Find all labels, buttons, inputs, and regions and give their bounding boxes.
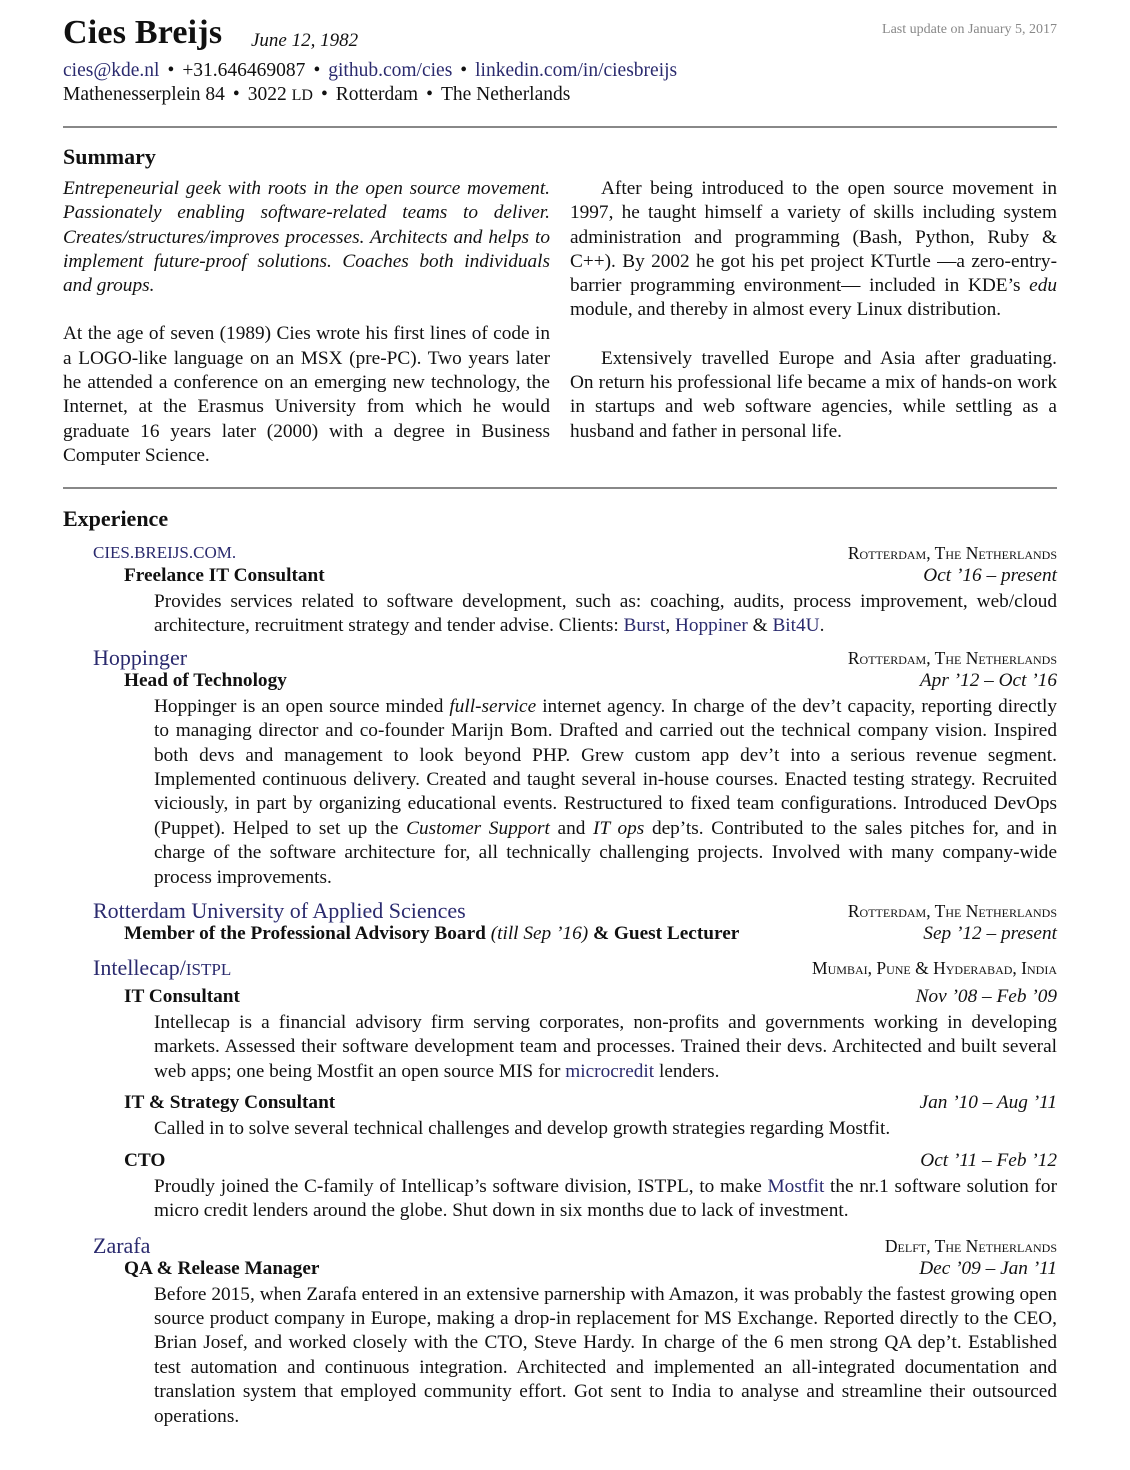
org-link[interactable]: Rotterdam University of Applied Sciences <box>93 898 466 924</box>
desc-emphasis: full-service <box>449 695 537 717</box>
summary-travel: Extensively travelled Europe and Asia after graduating. On return his professional life became a mix of hands-on work in startups and web software agencies, while settling as a husband and father in personal life. <box>570 347 1057 442</box>
role-dates: Dec ’09 – Jan ’11 <box>919 1257 1057 1279</box>
org-link[interactable]: Zarafa <box>93 1232 151 1258</box>
desc-text: . <box>819 615 825 637</box>
role-description: Before 2015, when Zarafa entered in an extensive parnership with Amazon, it was probably the fastest growing open source product company in Europe, making a drop-in replacement for MS Exchange. Reported directly to the CEO, Brian Josef, and worked closely with the CTO, Steve Hardy. In charge of the 6 men strong QA dep’t. Established test automation and continuous integration. Architected and implemented an all-integrated documentation and translation system that employed community effort. Got sent to India to analyse and streamline their outsourced operations. <box>154 1283 1057 1427</box>
role-title: Freelance IT Consultant <box>124 565 325 586</box>
experience-entry <box>63 955 1057 1223</box>
role-title-note: (till Sep ’16) <box>490 923 589 945</box>
summary-title: Summary <box>63 144 156 169</box>
role-description <box>154 695 1057 890</box>
github-link[interactable]: github.com/cies <box>328 60 453 81</box>
desc-text: , <box>665 615 675 637</box>
bullet-separator: • <box>232 84 240 105</box>
role-dates: Sep ’12 – present <box>923 923 1057 945</box>
desc-text: internet agency. In charge of the dev’t capacity, reporting directly to managing director and co-founder Marijn Bom. Drafted and carried out the technical company vision. Inspired both devs and management to look beyond PHP. Grew custom app dev’t into a serious revenue segment. Implemented continuous delivery. Created and taught several in-house courses. Enacted testing strategy. Recruited viciously, in part by organizing educational events. Restructured to fixed team configurations. Introduced DevOps (Puppet). Helped to set up the <box>154 695 1057 839</box>
contact-line <box>63 60 677 82</box>
summary-text: module, and thereby in almost every Linux distribution. <box>570 299 1002 321</box>
experience-entry <box>63 1233 1057 1429</box>
desc-text: lenders. <box>654 1060 720 1082</box>
street: Mathenesserplein 84 <box>63 84 225 105</box>
microcredit-link[interactable]: microcredit <box>565 1060 655 1082</box>
summary-tagline: Entrepeneurial geek with roots in the open source movement. Passionately enabling software-related teams to deliver. Creates/structures/improves processes. Architects and helps to implement future-proof solutions. Coaches both individuals and groups. <box>63 178 550 297</box>
org-link[interactable]: CIES.BREIJS.COM. <box>93 543 237 562</box>
org-sub-name: ISTPL <box>185 960 232 980</box>
summary-divider <box>63 487 1057 489</box>
org-location: Rotterdam, The Netherlands <box>847 543 1057 563</box>
role-dates: Jan ’10 – Aug ’11 <box>919 1092 1057 1114</box>
desc-text: Proudly joined the C-family of Intellicap’s software division, ISTPL, to make <box>154 1175 768 1197</box>
resume-page <box>63 0 1058 1427</box>
desc-text: the nr.1 software solution for micro credit lenders around the globe. Shut down in six months due to lack of investment. <box>154 1175 1057 1222</box>
role-description <box>154 1011 1057 1084</box>
org-location: Mumbai, Pune & Hyderabad, India <box>812 958 1057 979</box>
summary-emphasis: edu <box>1029 275 1057 297</box>
postcode-number: 3022 <box>247 84 287 105</box>
resume-header <box>63 0 1057 128</box>
experience-entry <box>63 645 1057 890</box>
experience-entry <box>63 898 1057 948</box>
desc-text: dep’ts. Contributed to the sales pitches for, and in charge of the software architecture for, all technically challenging projects. Involved with many company-wide process improvements. <box>154 817 1058 888</box>
experience-title: Experience <box>63 506 169 531</box>
country: The Netherlands <box>440 84 571 105</box>
summary-text: After being introduced to the open source movement in 1997, he taught himself a variety of skills including system administration and programming (Bash, Python, Ruby & C++). By 2002 he got his pet project KTurtle —a zero-entry-barrier programming environment— included in KDE’s <box>570 178 1057 297</box>
role-description: Called in to solve several technical challenges and develop growth strategies regarding Mostfit. <box>154 1118 891 1140</box>
org-location: Rotterdam, The Netherlands <box>847 901 1057 922</box>
summary-history: At the age of seven (1989) Cies wrote his first lines of code in a LOGO-like language on an MSX (pre-PC). Two years later he attended a conference on an emerging new technology, the Internet, at the Erasmus University from which he would graduate 16 years later (2000) with a degree in Business Computer Science. <box>63 323 550 466</box>
org-link[interactable]: Hoppinger <box>93 644 188 670</box>
role-dates: Oct ’11 – Feb ’12 <box>920 1149 1057 1171</box>
client-link-hoppiner[interactable]: Hoppiner <box>674 615 748 637</box>
role-dates: Nov ’08 – Feb ’09 <box>915 986 1057 1008</box>
desc-text: and <box>549 817 594 839</box>
role-dates: Apr ’12 – Oct ’16 <box>919 669 1057 691</box>
bullet-separator: • <box>426 84 433 105</box>
role-description <box>154 1175 1057 1224</box>
header-divider <box>63 126 1057 128</box>
role-dates: Oct ’16 – present <box>923 565 1057 586</box>
role-title: IT & Strategy Consultant <box>124 1092 336 1114</box>
desc-emphasis: IT ops <box>593 817 645 839</box>
desc-text: Hoppinger is an open source minded <box>154 695 450 717</box>
birth-date: June 12, 1982 <box>251 30 359 51</box>
client-link-bit4u[interactable]: Bit4U <box>772 615 820 637</box>
experience-entry <box>63 540 1057 639</box>
mostfit-link[interactable]: Mostfit <box>767 1175 825 1197</box>
desc-text: Provides services related to software development, such as: coaching, audits, process improvement, web/cloud architecture, recruitment strategy and tender advise. Clients: <box>154 591 1057 637</box>
last-update: Last update on January 5, 2017 <box>882 22 1057 37</box>
role-title: CTO <box>124 1149 166 1171</box>
experience-list <box>63 540 1057 1429</box>
org-location: Delft, The Netherlands <box>884 1235 1057 1256</box>
summary-left-column <box>63 177 550 468</box>
org-name: Intellecap <box>93 955 180 981</box>
role-title: IT Consultant <box>124 986 240 1008</box>
bullet-separator: • <box>460 60 468 81</box>
postcode-letters: LD <box>291 87 313 104</box>
role-title-part: Member of the Professional Advisory Board <box>124 923 486 945</box>
email-link[interactable]: cies@kde.nl <box>63 60 160 81</box>
desc-text: Intellecap is a financial advisory firm serving corporates, non-profits and governments working in developing markets. Assessed their software development team and processes. Trained their devs. Architected and built several web apps; one being Mostfit an open source MIS for <box>154 1012 1057 1082</box>
bullet-separator: • <box>313 60 321 81</box>
summary-open-source <box>570 177 1057 323</box>
summary-right-column <box>570 177 1057 444</box>
person-name: Cies Breijs <box>63 14 223 51</box>
role-title: Head of Technology <box>124 669 287 691</box>
org-location: Rotterdam, The Netherlands <box>847 647 1057 668</box>
desc-emphasis: Customer Support <box>406 817 550 839</box>
org-separator: / <box>179 955 186 981</box>
desc-text: & <box>747 615 773 637</box>
bullet-separator: • <box>167 60 175 81</box>
bullet-separator: • <box>320 84 328 105</box>
linkedin-link[interactable]: linkedin.com/in/ciesbreijs <box>475 60 678 81</box>
phone-number: +31.646469087 <box>182 60 306 81</box>
address-line <box>63 84 570 106</box>
role-title: QA & Release Manager <box>124 1257 320 1279</box>
role-title <box>124 923 739 945</box>
role-description <box>154 590 1057 639</box>
role-title-part: & Guest Lecturer <box>592 923 740 945</box>
client-link-burst[interactable]: Burst <box>623 615 666 637</box>
org-link[interactable] <box>93 955 231 981</box>
city: Rotterdam <box>335 84 419 105</box>
